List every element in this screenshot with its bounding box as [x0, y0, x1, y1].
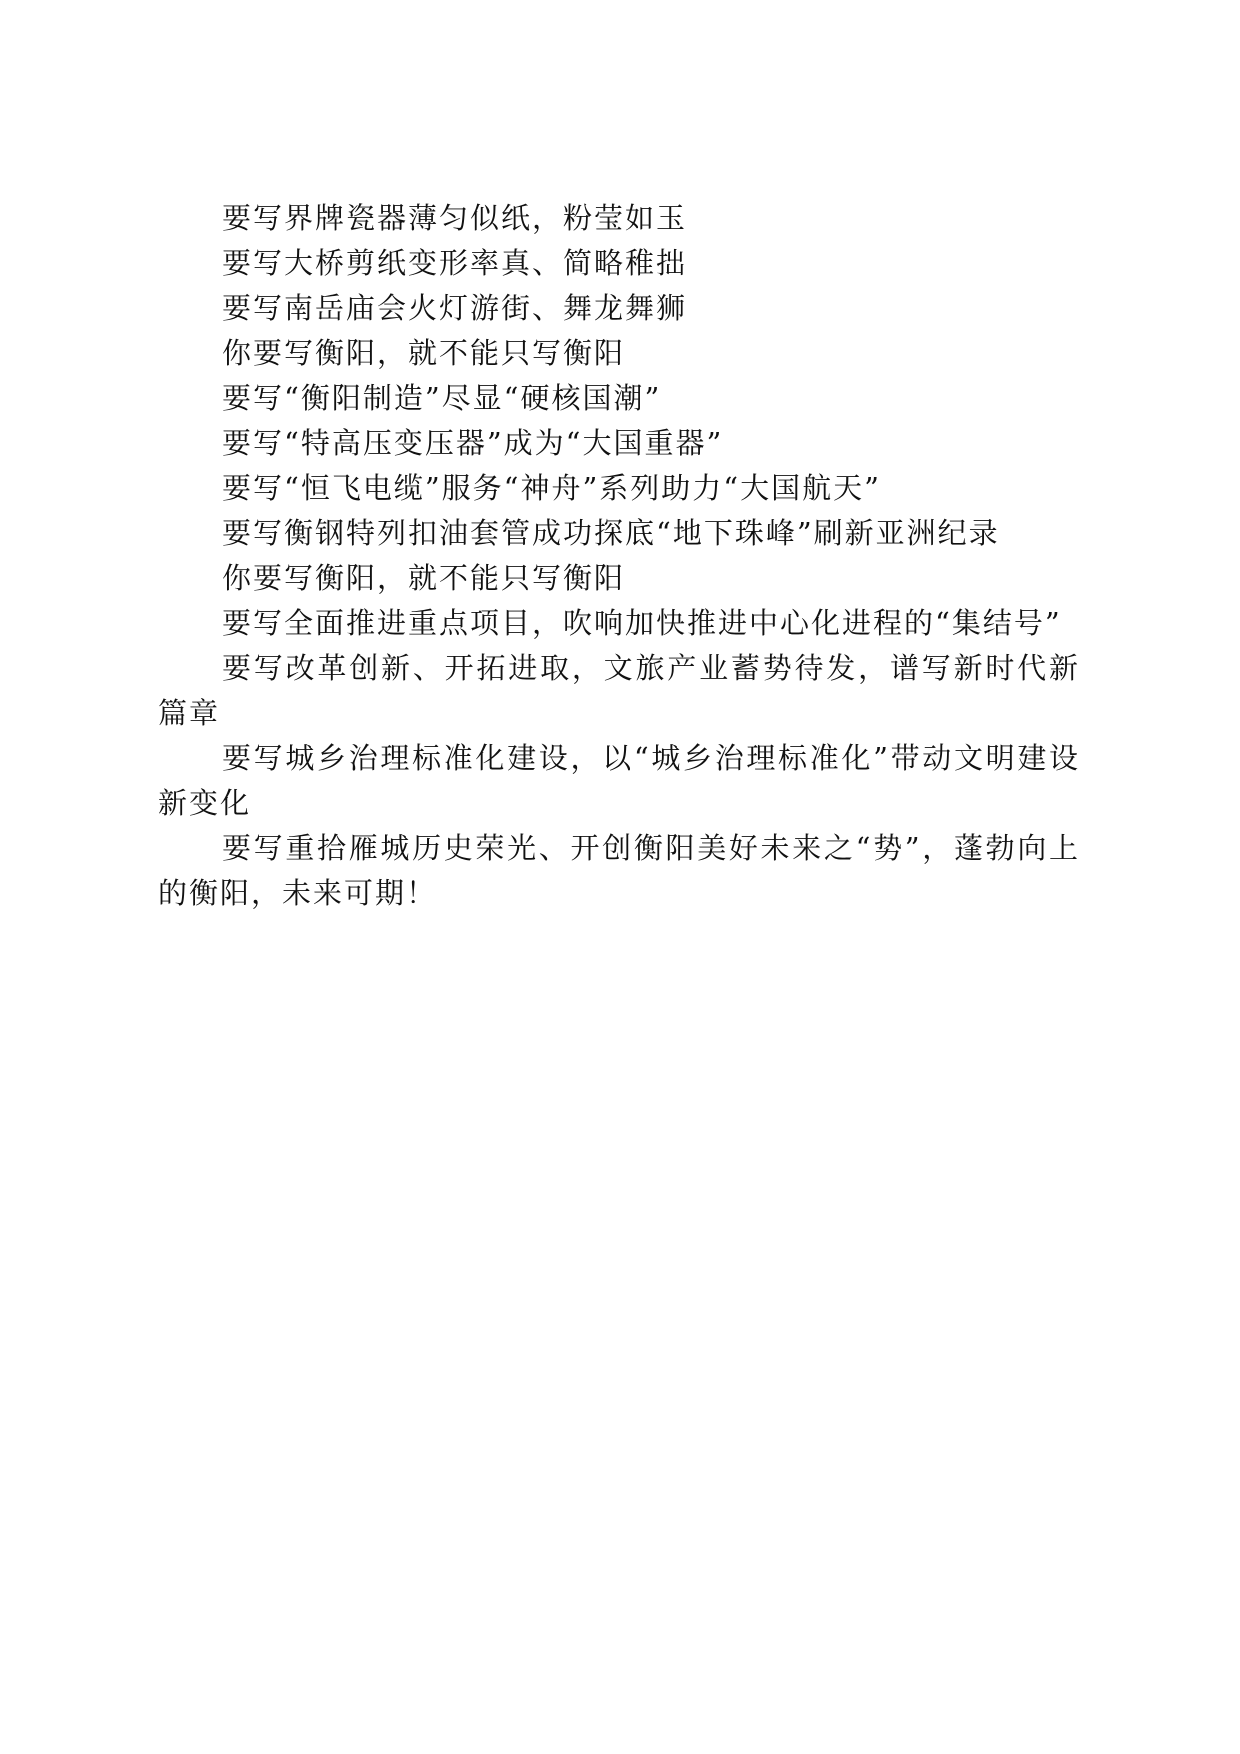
paragraph: 要写城乡治理标准化建设，以“城乡治理标准化”带动文明建设新变化	[158, 741, 1080, 820]
paragraph: 要写重拾雁城历史荣光、开创衡阳美好未来之“势”，蓬勃向上的衡阳，未来可期！	[158, 831, 1080, 910]
paragraph: 你要写衡阳，就不能只写衡阳	[222, 561, 626, 595]
paragraph: 要写全面推进重点项目，吹响加快推进中心化进程的“集结号”	[222, 606, 1062, 640]
paragraph: 要写南岳庙会火灯游街、舞龙舞狮	[222, 291, 688, 325]
paragraph: 要写“恒飞电缆”服务“神舟”系列助力“大国航天”	[222, 471, 881, 505]
document-body	[158, 196, 1080, 916]
paragraph: 要写“特高压变压器”成为“大国重器”	[222, 426, 724, 460]
paragraph: 要写“衡阳制造”尽显“硬核国潮”	[222, 381, 662, 415]
paragraph: 要写大桥剪纸变形率真、简略稚拙	[222, 246, 688, 280]
paragraph: 要写衡钢特列扣油套管成功探底“地下珠峰”刷新亚洲纪录	[222, 516, 1000, 550]
paragraph: 要写界牌瓷器薄匀似纸，粉莹如玉	[222, 201, 688, 235]
paragraph: 你要写衡阳，就不能只写衡阳	[222, 336, 626, 370]
paragraph: 要写改革创新、开拓进取，文旅产业蓄势待发，谱写新时代新篇章	[158, 651, 1080, 730]
